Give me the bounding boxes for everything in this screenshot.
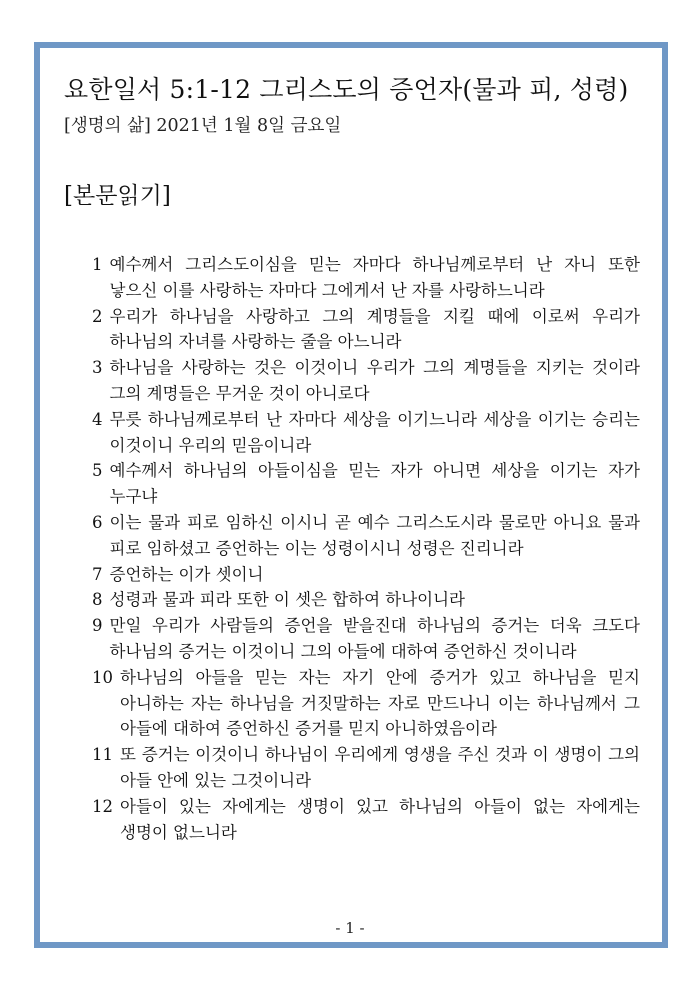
verse-number: 9 — [92, 616, 103, 636]
page-number: - 1 - — [335, 919, 365, 937]
verse-text: 예수께서 그리스도이심을 믿는 자마다 하나님께로부터 난 자니 또한 낳으신 이를 사랑하는 자마다 그에게서 난 자를 사랑하느니라 — [109, 255, 640, 300]
verse-number: 7 — [92, 564, 103, 584]
verse-text: 하나님을 사랑하는 것은 이것이니 우리가 그의 계명들을 지키는 것이라 그의 계명들은 무거운 것이 아니로다 — [109, 358, 640, 403]
verse-text: 우리가 하나님을 사랑하고 그의 계명들을 지킬 때에 이로써 우리가 하나님의 자녀를 사랑하는 줄을 아느니라 — [109, 306, 640, 352]
verse-text: 아들이 있는 자에게는 생명이 있고 하나님의 아들이 없는 자에게는 생명이 없느니라 — [120, 796, 640, 842]
verse-8 — [92, 587, 640, 613]
verse-number: 4 — [92, 409, 103, 429]
verse-text: 이는 물과 피로 임하신 이시니 곧 예수 그리스도시라 물로만 아니요 물과 피로 임하셨고 증언하는 이는 성령이시니 성령은 진리니라 — [109, 512, 640, 558]
verse-number: 5 — [92, 461, 103, 481]
verse-3 — [92, 355, 640, 407]
verse-number: 2 — [92, 306, 103, 326]
verse-number: 8 — [92, 590, 103, 610]
section-heading: [본문읽기] — [64, 183, 171, 209]
verse-10 — [92, 665, 640, 742]
verse-12 — [92, 794, 640, 846]
verse-11 — [92, 742, 640, 794]
verse-text: 하나님의 아들을 믿는 자는 자기 안에 증거가 있고 하나님을 믿지 아니하는 자는 하나님을 거짓말하는 자로 만드나니 이는 하나님께서 그 아들에 대하여 증언하신 증거를 믿지 아니하였음이라 — [120, 667, 640, 739]
verse-text: 무릇 하나님께로부터 난 자마다 세상을 이기느니라 세상을 이기는 승리는 이것이니 우리의 믿음이니라 — [109, 409, 640, 455]
verse-number: 3 — [92, 358, 103, 378]
verse-7 — [92, 562, 640, 588]
verse-2 — [92, 304, 640, 356]
verse-list — [92, 252, 640, 845]
verse-number: 6 — [92, 512, 103, 532]
verse-text: 성령과 물과 피라 또한 이 셋은 합하여 하나이니라 — [109, 590, 465, 610]
verse-text: 예수께서 하나님의 아들이심을 믿는 자가 아니면 세상을 이기는 자가 누구냐 — [109, 461, 640, 507]
verse-text: 만일 우리가 사람들의 증언을 받을진대 하나님의 증거는 더욱 크도다 하나님의 증거는 이것이니 그의 아들에 대하여 증언하신 것이니라 — [109, 616, 640, 661]
verse-number: 1 — [92, 255, 103, 274]
document-subtitle: [생명의 삶] 2021년 1월 8일 금요일 — [64, 116, 342, 136]
verse-number: 11 — [92, 745, 113, 765]
verse-1 — [92, 252, 640, 304]
verse-number: 12 — [92, 796, 113, 816]
verse-4 — [92, 407, 640, 459]
verse-number: 10 — [92, 667, 113, 687]
verse-text: 또 증거는 이것이니 하나님이 우리에게 영생을 주신 것과 이 생명이 그의 아들 안에 있는 그것이니라 — [120, 745, 640, 790]
verse-6 — [92, 510, 640, 562]
verse-text: 증언하는 이가 셋이니 — [109, 564, 264, 584]
verse-5 — [92, 458, 640, 510]
verse-9 — [92, 613, 640, 665]
document-title: 요한일서 5:1-12 그리스도의 증언자(물과 피, 성령) — [64, 75, 629, 104]
